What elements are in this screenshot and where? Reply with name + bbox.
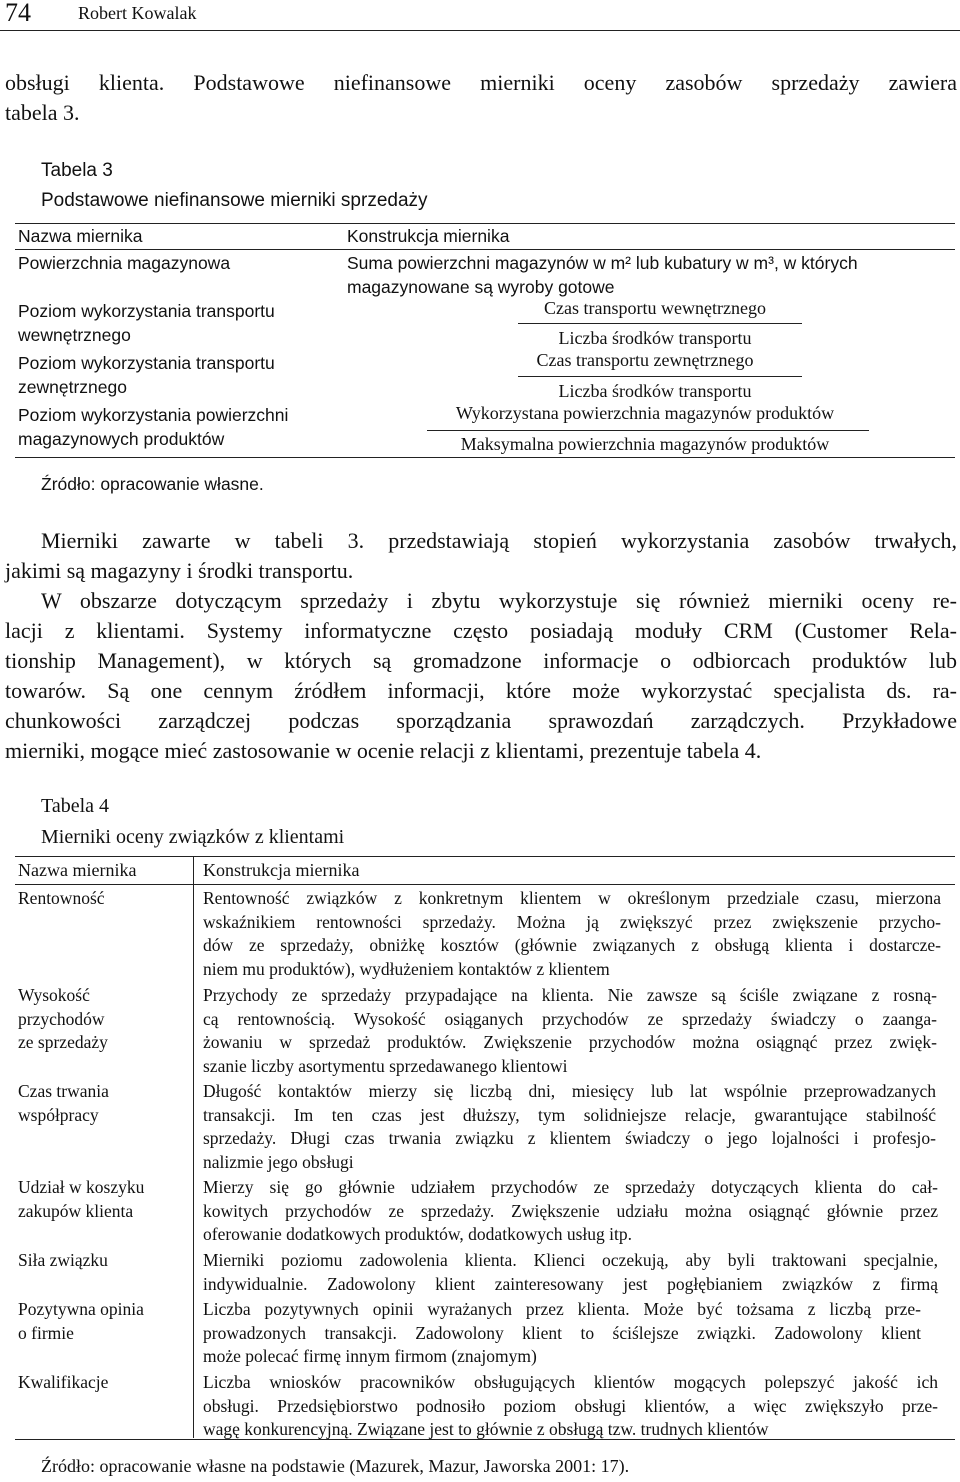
- table3-source: Źródło: opracowanie własne.: [41, 474, 264, 494]
- body-line-5: tionship Management), w których są gromadzone informacje o odbiorcach produktów lub: [5, 648, 957, 673]
- body-line-2: jakimi są magazyny i środki transportu.: [5, 558, 354, 583]
- table4-header-rule: [15, 884, 955, 885]
- table4-row-wysokosc-construction: Przychody ze sprzedaży przypadające na klienta. Nie zawsze są ściśle związane z rosną- cą rentownością. Wysokość osiąganych przychodów ze sprzedaży świadczy o zaanga- żowaniu w sprzedaż produktów. Zwiększenie przychodów można osiągnąć przez zwięk- szanie liczby asortymentu sprzedawanego klientowi: [203, 985, 937, 1076]
- table3-row3-name-l2: zewnętrznego: [18, 377, 127, 397]
- body-line-8: mierniki, mogące mieć zastosowanie w ocenie relacji z klientami, prezentuje tabela 4.: [5, 738, 762, 763]
- table3-header-rule: [15, 249, 955, 250]
- table3-row3-denominator: Liczba środków transportu: [558, 381, 752, 401]
- table3-row2-fraction-bar: [518, 323, 802, 324]
- table4-column-divider: [193, 856, 194, 1438]
- table4-row-udzial-name: Udział w koszyku zakupów klienta: [18, 1177, 145, 1221]
- table4-row-kwalifikacje-name: Kwalifikacje: [18, 1372, 109, 1392]
- table3-row4-name-l1: Poziom wykorzystania powierzchni: [18, 405, 289, 425]
- body-line-1: Mierniki zawarte w tabeli 3. przedstawiają stopień wykorzystania zasobów trwałych,: [41, 528, 957, 553]
- table3-row4-name-l2: magazynowych produktów: [18, 429, 225, 449]
- intro-line-1: obsługi klienta. Podstawowe niefinansowe mierniki oceny zasobów sprzedaży zawiera: [5, 70, 957, 95]
- table3-row1-construction-l1: [347, 253, 858, 274]
- table3-row2-name-l2: wewnętrznego: [18, 325, 131, 345]
- table3-caption: Podstawowe niefinansowe mierniki sprzedaży: [41, 190, 428, 211]
- table4-row-wysokosc-name: Wysokość przychodów ze sprzedaży: [18, 985, 108, 1053]
- table4-row-czas-construction: Długość kontaktów mierzy się liczbą dni, miesięcy lub lat wspólnie przeprowadzanych transakcji. Im ten czas jest dłuższy, tym solidniejsze relacje, gwarantujące stabilność sprzedaży. Długi czas trwania związku z klientem świadczy o jego lojalności i profesjo- nalizmie jego obsługi: [203, 1081, 936, 1172]
- table3-row4-numerator: Wykorzystana powierzchnia magazynów produktów: [455, 403, 835, 423]
- table4-bottom-rule: [15, 1439, 955, 1440]
- table3-col-construction: Konstrukcja miernika: [347, 226, 510, 246]
- table3-row1-construction: Suma powierzchni magazynów w m² lub kubatury w m³, w których: [347, 253, 858, 273]
- table3-row3-name-l1: Poziom wykorzystania transportu: [18, 353, 275, 373]
- table4-row-sila-construction: Mierniki poziomu zadowolenia klienta. Klienci oczekują, aby byli traktowani specjalnie, indywidualnie. Zadowolony klient zainteresowany jest pogłębianiem związków z firmą: [203, 1250, 938, 1294]
- body-line-3: W obszarze dotyczącym sprzedaży i zbytu wykorzystuje się również mierniki oceny re-: [41, 588, 957, 613]
- body-line-6: towarów. Są one cennym źródłem informacji, które może wykorzystać specjalista ds. ra-: [5, 678, 957, 703]
- table3-row1-name: Powierzchnia magazynowa: [18, 253, 231, 273]
- table3-label: Tabela 3: [41, 160, 113, 181]
- table4-row-kwalifikacje-construction: Liczba wniosków pracowników obsługujących klientów mogących polepszyć jakość ich obsługi. Przedsiębiorstwo podnosiło poziom obsługi klientów, a więc zwiększyło prze- wagę konkurencyjną. Związane jest to głównie z obsługą tzw. trudnych klientów: [203, 1372, 938, 1440]
- table3-row2-numerator: Czas transportu wewnętrznego: [544, 298, 766, 318]
- intro-line-2: tabela 3.: [5, 100, 80, 125]
- table4-row-rentownosc-construction: Rentowność związków z konkretnym klientem w określonym przedziale czasu, mierzona wskaźnikiem rentowności sprzedaży. Można ją zwiększyć przez zwiększenie przycho- dów ze sprzedaży, obniżkę kosztów (głównie związanych z obsługą klienta i dostarcze- niem mu produktów), wydłużeniem kontaktów z klientem: [203, 888, 941, 979]
- body-line-7: chunkowości zarządczej podczas sporządzania sprawozdań zarządczych. Przykładowe: [5, 708, 957, 733]
- table4-row-rentownosc-name: Rentowność: [18, 888, 105, 908]
- table3-row1-construction-l2: magazynowane są wyroby gotowe: [347, 277, 615, 297]
- table3-row3-fraction-bar: [518, 376, 802, 377]
- table3-col-name: Nazwa miernika: [18, 226, 143, 246]
- table4-caption: Mierniki oceny związków z klientami: [41, 826, 345, 848]
- table4-row-opinia-construction: Liczba pozytywnych opinii wyrażanych przez klienta. Może być tożsama z liczbą prze- prowadzonych transakcji. Zadowolony klient to ściślejsze związki. Zadowolony klient może polecać firmę innym firmom (znajomym): [203, 1299, 921, 1367]
- table4-label: Tabela 4: [41, 795, 110, 817]
- table4-row-czas-name: Czas trwania współpracy: [18, 1081, 109, 1125]
- table3-row2-name-l1: Poziom wykorzystania transportu: [18, 301, 275, 321]
- header-rule: [0, 30, 960, 31]
- table4-source: Źródło: opracowanie własne na podstawie (Mazurek, Mazur, Jaworska 2001: 17).: [41, 1456, 630, 1476]
- table4-row-opinia-name: Pozytywna opinia o firmie: [18, 1299, 144, 1343]
- table3-row2-denominator: Liczba środków transportu: [558, 328, 752, 348]
- table3-top-rule: [15, 223, 955, 224]
- running-head-author: Robert Kowalak: [78, 3, 197, 23]
- table4-row-udzial-construction: Mierzy się go głównie udziałem przychodów ze sprzedaży dotyczących klienta do cał- kowitych przychodów ze sprzedaży. Zwiększenie udziału można osiągnąć głównie przez oferowanie dodatkowych produktów, dodatkowych usług itp.: [203, 1177, 938, 1245]
- table4-row-sila-name: Siła związku: [18, 1250, 108, 1270]
- table3-row4-denominator: Maksymalna powierzchnia magazynów produktów: [460, 434, 830, 454]
- table4-col-name: Nazwa miernika: [18, 860, 137, 880]
- table4-top-rule: [15, 856, 955, 857]
- table3-row4-fraction-bar: [427, 430, 869, 431]
- table4-col-construction: Konstrukcja miernika: [203, 860, 360, 880]
- table3-bottom-rule: [15, 457, 955, 458]
- body-line-4: lacji z klientami. Systemy informatyczne często posiadają moduły CRM (Customer Rela-: [5, 618, 957, 643]
- page-number: 74: [5, 0, 31, 27]
- table3-row3-numerator: Czas transportu zewnętrznego: [536, 350, 754, 370]
